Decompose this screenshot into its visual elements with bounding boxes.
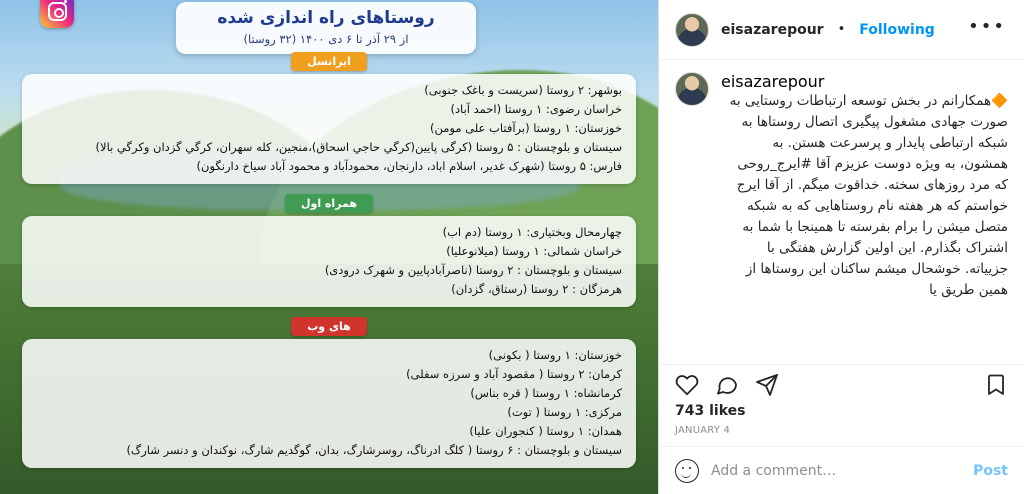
caption-area [659,60,1024,364]
section-line: بوشهر: ۲ روستا (سریست و باغک جنوبی) [424,83,622,97]
section-line: چهارمحال وبختیاری: ۱ روستا (دم اب) [442,225,622,239]
poster-sections [0,50,658,476]
section-line: خوزستان: ۱ روستا ( بکونی) [488,348,622,362]
comment-bar [659,446,1024,494]
caption-text: 🔶همکارانم در بخش توسعه ارتباطات روستایی به صورت جهادی مشغول پیگیری اتصال روستاها به شبکه ارتباطی پایدار و پرسرعت هستن. به همشون، به ویژه دوست عزیزم آقا #ایرج_روحی که مرد روزهای سخته. خداقوت میگم. از آقا ایرج خواستم که هر هفته نام روستاهایی که به شبکه متصل میشن را برام بفرسته تا همینجا با شما به اشتراک بگذارم. این اولین گزارش هفتگی با جزییاته. خوشحال میشم ساکنان این روستاها از همین طریق یا [729,93,1008,298]
section-line: همدان: ۱ روستا ( کنجوران علیا) [469,424,622,438]
bookmark-icon[interactable] [984,373,1008,397]
post-date: JANUARY 4 [675,425,731,436]
comment-input[interactable] [709,462,963,480]
caption-row [675,72,1008,301]
poster-subtitle: از ۲۹ آذر تا ۶ دی ۱۴۰۰ (۳۲ روستا) [243,32,409,46]
section-line: خوزستان: ۱ روستا (برآفتاب علی مومن) [429,121,622,135]
caption-fade [659,336,1024,364]
caption-username[interactable]: eisazarepour [721,72,825,91]
section-label-hamrahaval: همراه اول [285,194,373,213]
follow-state-button[interactable]: Following [859,21,935,38]
section-label-wrap-2 [0,315,658,336]
likes-count[interactable]: 743 likes [675,403,746,419]
share-icon[interactable] [755,373,779,397]
section-line: فارس: ۵ روستا (شهرک غدیر، اسلام اباد، دارنجان، محمودآباد و محمود آباد سیاخ دارنگون) [196,159,622,173]
heart-icon[interactable] [675,373,699,397]
section-line: مرکزی: ۱ روستا ( توت) [507,405,622,419]
section-panel-hiweb [22,339,636,468]
post-sidebar [658,0,1024,494]
section-panel-hamrahaval [22,216,636,307]
section-line: خراسان رضوی: ۱ روستا (احمد آباد) [450,102,622,116]
header-separator: • [837,22,846,37]
instagram-logo-icon [40,0,74,28]
section-line: سیستان و بلوچستان : ۵ روستا (کرگی پایین(کرگي حاجي اسحاق)،منجین، کله سهران، کرگي گزدان وکرگي بالا) [95,140,622,154]
comment-icon[interactable] [715,373,739,397]
caption-avatar[interactable] [675,72,709,106]
caption-block [721,72,1008,301]
poster-title: روستاهای راه اندازی شده [217,8,435,28]
section-label-hiweb: های وب [291,317,367,336]
section-label-wrap-0 [0,50,658,71]
poster-title-card [176,2,476,54]
section-label-wrap-1 [0,192,658,213]
post-header [659,0,1024,60]
section-line: کرمانشاه: ۱ روستا ( قره بناس) [470,386,622,400]
section-label-irancell: ایرانسل [291,52,367,71]
section-line: کرمان: ۲ روستا ( مقصود آباد و سرزه سفلی) [406,367,622,381]
section-line: هرمزگان : ۲ روستا (رستاق، گزدان) [451,282,622,296]
avatar[interactable] [675,13,709,47]
post-actions [659,364,1024,401]
section-line: خراسان شمالی: ۱ روستا (میلانوعلیا) [446,244,622,258]
header-username[interactable]: eisazarepour [721,21,824,38]
more-options-icon[interactable]: ••• [968,15,1006,37]
section-panel-irancell [22,74,636,184]
post-comment-button[interactable]: Post [973,462,1008,479]
section-line: سیستان و بلوچستان : ۲ روستا (ناصرآبادپایین و شهرک درودی) [324,263,622,277]
emoji-icon[interactable] [675,459,699,483]
section-line: سیستان و بلوچستان : ۶ روستا ( کلگ ادرناگ، روسرشارگ، بدان، گوگدیم شارگ، نوکندان و دنسر شارگ) [126,443,622,457]
